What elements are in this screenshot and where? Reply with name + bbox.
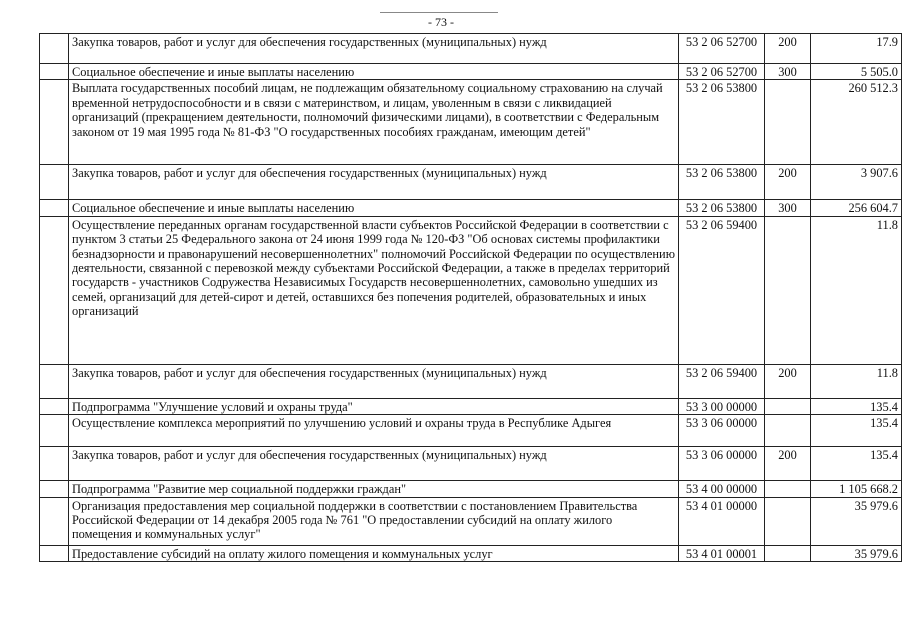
row-code-cell: 53 2 06 59400: [679, 364, 765, 398]
table-row: [40, 80, 902, 165]
row-sum-cell: 256 604.7: [811, 200, 902, 216]
budget-table-body: [40, 34, 902, 562]
row-name-cell: Осуществление комплекса мероприятий по улучшению условий и охраны труда в Республике Адыгея: [69, 415, 679, 447]
row-blank-cell: [40, 80, 69, 165]
row-type-cell: 200: [765, 34, 811, 64]
row-name-cell: Закупка товаров, работ и услуг для обеспечения государственных (муниципальных) нужд: [69, 34, 679, 64]
row-code-cell: 53 2 06 53800: [679, 200, 765, 216]
row-code-cell: 53 2 06 53800: [679, 80, 765, 165]
row-sum-cell: 135.4: [811, 447, 902, 481]
row-name-cell: Закупка товаров, работ и услуг для обеспечения государственных (муниципальных) нужд: [69, 447, 679, 481]
row-type-cell: 300: [765, 200, 811, 216]
row-type-cell: 200: [765, 447, 811, 481]
row-type-cell: 200: [765, 165, 811, 200]
row-code-cell: 53 4 01 00001: [679, 545, 765, 561]
table-row: [40, 34, 902, 64]
row-name-cell: Подпрограмма "Развитие мер социальной поддержки граждан": [69, 481, 679, 497]
row-blank-cell: [40, 398, 69, 414]
row-code-cell: 53 3 06 00000: [679, 447, 765, 481]
row-blank-cell: [40, 415, 69, 447]
row-name-cell: Подпрограмма "Улучшение условий и охраны труда": [69, 398, 679, 414]
table-row: [40, 165, 902, 200]
table-row: [40, 64, 902, 80]
row-type-cell: [765, 415, 811, 447]
row-sum-cell: 11.8: [811, 216, 902, 364]
row-sum-cell: 35 979.6: [811, 497, 902, 545]
row-code-cell: 53 2 06 52700: [679, 34, 765, 64]
row-sum-cell: 135.4: [811, 398, 902, 414]
row-type-cell: 200: [765, 364, 811, 398]
table-row: [40, 364, 902, 398]
row-blank-cell: [40, 545, 69, 561]
row-blank-cell: [40, 34, 69, 64]
row-sum-cell: 5 505.0: [811, 64, 902, 80]
row-name-cell: Закупка товаров, работ и услуг для обеспечения государственных (муниципальных) нужд: [69, 364, 679, 398]
row-sum-cell: 1 105 668.2: [811, 481, 902, 497]
table-row: [40, 398, 902, 414]
table-row: [40, 497, 902, 545]
row-type-cell: [765, 398, 811, 414]
table-row: [40, 545, 902, 561]
row-sum-cell: 17.9: [811, 34, 902, 64]
row-sum-cell: 35 979.6: [811, 545, 902, 561]
row-blank-cell: [40, 364, 69, 398]
table-row: [40, 481, 902, 497]
row-type-cell: [765, 497, 811, 545]
row-code-cell: 53 4 01 00000: [679, 497, 765, 545]
row-name-cell: Социальное обеспечение и иные выплаты населению: [69, 64, 679, 80]
table-row: [40, 415, 902, 447]
row-code-cell: 53 4 00 00000: [679, 481, 765, 497]
row-type-cell: 300: [765, 64, 811, 80]
row-blank-cell: [40, 165, 69, 200]
row-type-cell: [765, 80, 811, 165]
table-row: [40, 447, 902, 481]
row-blank-cell: [40, 447, 69, 481]
row-blank-cell: [40, 64, 69, 80]
row-sum-cell: 260 512.3: [811, 80, 902, 165]
row-name-cell: Предоставление субсидий на оплату жилого помещения и коммунальных услуг: [69, 545, 679, 561]
row-code-cell: 53 3 00 00000: [679, 398, 765, 414]
row-name-cell: Выплата государственных пособий лицам, не подлежащим обязательному социальному страхованию на случай временной нетрудоспособности и в связи с материнством, и лицам, уволенным в связи с ликвидацией организаций (прекращением деятельности, полномочий физическими лицами), в соответствии с Федеральным законом от 19 мая 1995 года № 81-ФЗ "О государственных пособиях гражданам, имеющим детей": [69, 80, 679, 165]
table-row: [40, 216, 902, 364]
row-type-cell: [765, 545, 811, 561]
row-sum-cell: 3 907.6: [811, 165, 902, 200]
row-sum-cell: 135.4: [811, 415, 902, 447]
row-name-cell: Осуществление переданных органам государственной власти субъектов Российской Федерации в соответствии с пунктом 3 статьи 25 Федерального закона от 24 июня 1999 года № 120-ФЗ "Об основах системы профилактики безнадзорности и правонарушений несовершеннолетних" полномочий Российской Федерации по осуществлению деятельности, связанной с перевозкой между субъектами Российской Федерации, а также в пределах территорий государств - участников Содружества Независимых Государств несовершеннолетних, самовольно ушедших из семей, организаций для детей-сирот и детей, оставшихся без попечения родителей, образовательных и иных организаций: [69, 216, 679, 364]
row-sum-cell: 11.8: [811, 364, 902, 398]
budget-table: [39, 33, 902, 562]
row-code-cell: 53 2 06 52700: [679, 64, 765, 80]
row-type-cell: [765, 216, 811, 364]
page-number: - 73 -: [428, 15, 454, 29]
row-blank-cell: [40, 481, 69, 497]
row-name-cell: Социальное обеспечение и иные выплаты населению: [69, 200, 679, 216]
row-code-cell: 53 2 06 53800: [679, 165, 765, 200]
row-name-cell: Закупка товаров, работ и услуг для обеспечения государственных (муниципальных) нужд: [69, 165, 679, 200]
row-blank-cell: [40, 200, 69, 216]
row-code-cell: 53 2 06 59400: [679, 216, 765, 364]
row-code-cell: 53 3 06 00000: [679, 415, 765, 447]
row-blank-cell: [40, 497, 69, 545]
row-type-cell: [765, 481, 811, 497]
row-name-cell: Организация предоставления мер социальной поддержки в соответствии с постановлением Правительства Российской Федерации от 14 декабря 2005 года № 761 "О предоставлении субсидий на оплату жилого помещения и коммунальных услуг": [69, 497, 679, 545]
page-header-rule: [380, 12, 498, 13]
row-blank-cell: [40, 216, 69, 364]
table-row: [40, 200, 902, 216]
